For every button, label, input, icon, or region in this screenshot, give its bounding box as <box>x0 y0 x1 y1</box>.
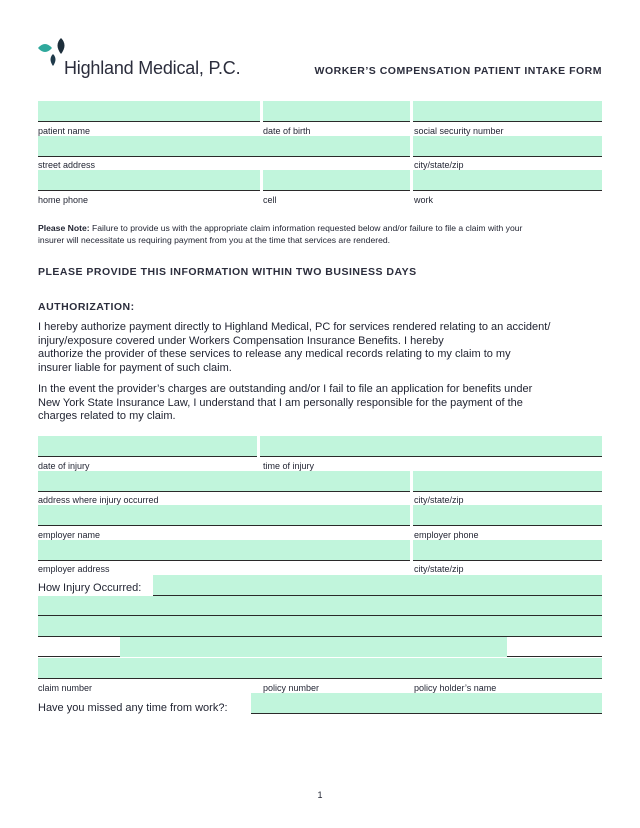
patient-name-label: patient name <box>38 126 91 136</box>
time-of-injury-field[interactable] <box>260 436 602 457</box>
missed-time-label: Have you missed any time from work?: <box>38 702 228 714</box>
form-title: WORKER’S COMPENSATION PATIENT INTAKE FORM <box>314 65 602 77</box>
cell-label: cell <box>263 195 277 205</box>
employer-address-label: employer address <box>38 564 110 574</box>
street-address-label: street address <box>38 160 96 170</box>
auth-p2-line: charges related to my claim. <box>38 410 176 423</box>
auth-p1-line: insurer liable for payment of such claim. <box>38 361 232 374</box>
auth-p2-line: New York State Insurance Law, I understand that I am personally responsible for the payment of the <box>38 396 523 409</box>
page-number: 1 <box>317 790 323 800</box>
home-phone-field[interactable] <box>38 170 260 191</box>
employer-name-field[interactable] <box>38 505 410 526</box>
how-injury-field-line-3[interactable] <box>38 616 602 637</box>
claim-info-field[interactable] <box>38 658 602 679</box>
injury-address-field[interactable] <box>38 471 410 492</box>
policy-number-label: policy number <box>263 683 320 693</box>
work-label: work <box>414 195 434 205</box>
ssn-field[interactable] <box>413 101 602 122</box>
work-phone-field[interactable] <box>413 170 602 191</box>
patient-name-field[interactable] <box>38 101 260 122</box>
claim-number-label: claim number <box>38 683 93 693</box>
how-injury-label: How Injury Occurred: <box>38 582 142 594</box>
please-note-line1: Failure to provide us with the appropriate claim information requested below and/or failure to file a claim with your <box>89 223 523 233</box>
ssn-label: social security number <box>414 126 504 136</box>
employer-phone-label: employer phone <box>414 530 479 540</box>
patient-city-state-zip-field[interactable] <box>413 136 602 157</box>
missed-time-field[interactable] <box>251 693 602 714</box>
auth-p1-line: authorize the provider of these services to release any medical records relating to my claim to my <box>38 348 511 361</box>
injury-city-state-zip-field[interactable] <box>413 471 602 492</box>
section-heading: PLEASE PROVIDE THIS INFORMATION WITHIN TWO BUSINESS DAYS <box>38 266 417 278</box>
how-injury-field-line-4[interactable] <box>120 637 507 657</box>
how-injury-field-line-2[interactable] <box>38 596 602 616</box>
please-note-bold: Please Note: <box>38 223 90 233</box>
auth-p1-line: I hereby authorize payment directly to Highland Medical, PC for services rendered relating to an accident/ <box>38 321 551 333</box>
employer-city-state-zip-field[interactable] <box>413 540 602 561</box>
injury-city-state-zip-label: city/state/zip <box>414 495 464 505</box>
injury-address-label: address where injury occurred <box>38 495 159 505</box>
policy-holder-label: policy holder’s name <box>414 683 497 693</box>
authorization-paragraph-2 <box>38 383 604 424</box>
time-of-injury-label: time of injury <box>263 461 315 471</box>
cell-phone-field[interactable] <box>263 170 410 191</box>
employer-name-label: employer name <box>38 530 101 540</box>
please-note-line2: insurer will necessitate us requiring payment from you at the time that services are rendered. <box>38 235 391 245</box>
employer-city-state-zip-label: city/state/zip <box>414 564 464 574</box>
please-note <box>38 222 604 246</box>
date-of-injury-label: date of injury <box>38 461 90 471</box>
authorization-heading: AUTHORIZATION: <box>38 301 135 313</box>
employer-phone-field[interactable] <box>413 505 602 526</box>
auth-p2-line: In the event the provider’s charges are outstanding and/or I fail to file an application for benefits under <box>38 383 533 395</box>
date-of-birth-field[interactable] <box>263 101 410 122</box>
how-injury-field-line-1[interactable] <box>153 575 602 596</box>
authorization-paragraph-1 <box>38 321 604 375</box>
home-phone-label: home phone <box>38 195 89 205</box>
company-name: Highland Medical, P.C. <box>64 58 241 78</box>
auth-p1-line: injury/exposure covered under Workers Compensation Insurance Benefits. I hereby <box>38 334 444 347</box>
street-address-field[interactable] <box>38 136 410 157</box>
patient-city-state-zip-label: city/state/zip <box>414 160 464 170</box>
date-of-injury-field[interactable] <box>38 436 257 457</box>
date-of-birth-label: date of birth <box>263 126 311 136</box>
employer-address-field[interactable] <box>38 540 410 561</box>
